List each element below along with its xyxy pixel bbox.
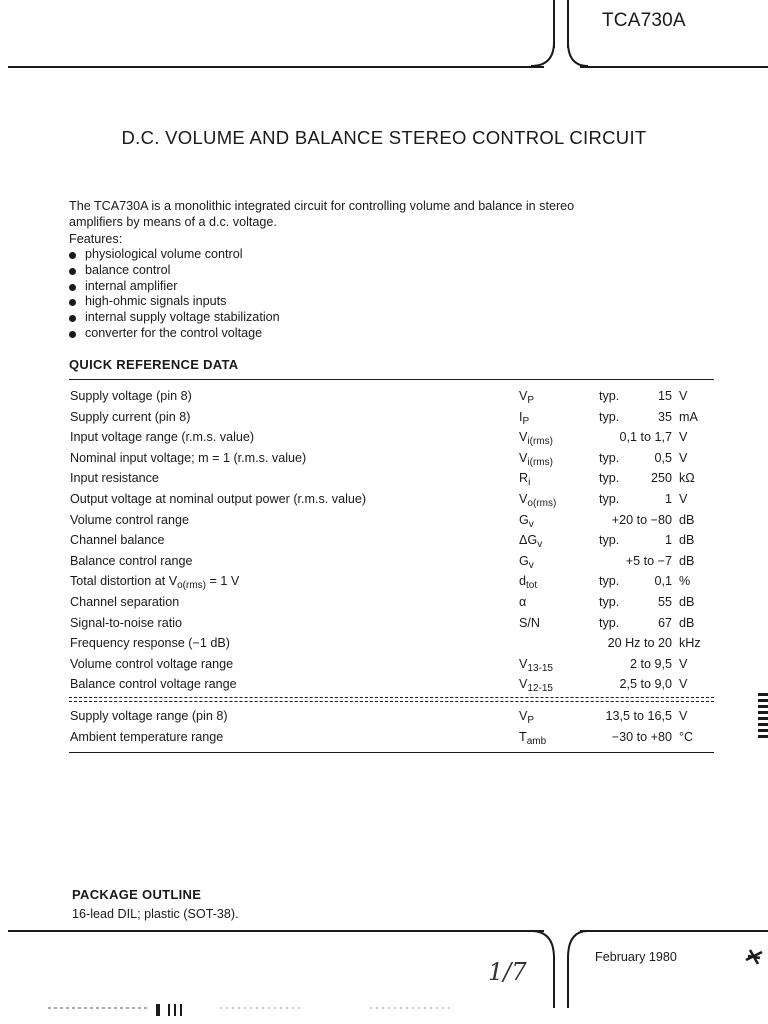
unit: kHz	[679, 636, 701, 651]
param-name: Channel separation	[70, 595, 180, 609]
features-label: Features:	[69, 232, 123, 246]
value: 0,1	[654, 574, 672, 589]
param-name: Supply voltage (pin 8)	[70, 389, 192, 403]
symbol: $V_{i(rms)}$	[519, 430, 553, 448]
table-row	[0, 389, 768, 409]
value: 20 Hz to 20	[607, 636, 672, 651]
condition: typ.	[599, 409, 620, 424]
param-name: Supply current (pin 8)	[70, 409, 191, 424]
symbol: $R_i$	[519, 471, 531, 489]
value: 15	[657, 389, 672, 403]
param-name: Signal-to-noise ratio	[70, 615, 183, 630]
symbol: $G_v$	[519, 553, 534, 571]
symbol-subscript: i(rms)	[527, 436, 553, 448]
param-name: Balance control voltage range	[70, 677, 237, 692]
param-name: Balance control range	[70, 553, 193, 568]
unit: dB	[679, 512, 695, 527]
value: 0,1 to 1,7	[619, 430, 672, 445]
table-row	[0, 677, 768, 697]
table-row	[0, 410, 768, 430]
value: 1	[664, 533, 672, 548]
unit: mA	[679, 409, 698, 424]
symbol: S/N	[519, 615, 540, 630]
header-curve	[530, 40, 590, 70]
issue-date: February 1980	[595, 950, 677, 964]
symbol-subscript: 12-15	[527, 683, 553, 695]
footer-rule	[8, 930, 544, 932]
symbol: α	[519, 595, 527, 609]
table-row	[0, 574, 768, 594]
package-outline-text: 16-lead DIL; plastic (SOT-38).	[72, 907, 239, 921]
param-name: Frequency response (−1 dB)	[70, 636, 230, 651]
table-row	[0, 451, 768, 471]
scan-mark-icon	[744, 946, 764, 966]
table-row	[0, 533, 768, 553]
unit: V	[679, 677, 688, 692]
symbol-subscript: i(rms)	[527, 456, 553, 468]
table-row	[0, 616, 768, 636]
value: 250	[650, 471, 672, 486]
symbol: $V_{12-15}$	[519, 677, 553, 695]
table-top-rule	[69, 379, 714, 380]
value: 35	[657, 409, 672, 424]
value: 67	[657, 615, 672, 630]
param-name: Ambient temperature range	[70, 730, 224, 744]
symbol: $T_{amb}$	[519, 730, 547, 747]
page-title: D.C. VOLUME AND BALANCE STEREO CONTROL CIRCUIT	[121, 127, 647, 148]
symbol-subscript: P	[527, 715, 535, 726]
symbol: $V_{i(rms)}$	[519, 450, 553, 468]
unit: V	[679, 389, 688, 403]
param-name: Volume control range	[70, 512, 190, 527]
footer-curve	[530, 930, 590, 960]
condition: typ.	[599, 533, 620, 548]
symbol: $V_P$	[519, 709, 535, 726]
symbol-subscript: P	[522, 415, 530, 427]
table-row	[0, 730, 768, 750]
header-rule	[8, 66, 544, 68]
feature-item: internal amplifier	[69, 279, 280, 295]
table-row	[0, 554, 768, 574]
footer-divider-right	[567, 956, 569, 1008]
intro-line: The TCA730A is a monolithic integrated circuit for controlling volume and balance in stereo	[69, 199, 575, 213]
value: −30 to +80	[611, 730, 672, 744]
scan-artifact-bar	[40, 1002, 460, 1020]
condition: typ.	[599, 471, 620, 486]
table-row	[0, 492, 768, 512]
unit: kΩ	[679, 471, 695, 486]
symbol: $d_{tot}$	[519, 574, 538, 592]
symbol: $\Delta G_v$	[519, 533, 543, 551]
intro-text	[69, 198, 669, 230]
unit: V	[679, 709, 688, 723]
footer-rule-right	[580, 930, 768, 932]
table-bottom-rule	[69, 752, 714, 753]
symbol-subscript: amb	[526, 736, 547, 747]
condition: typ.	[599, 574, 620, 589]
condition: typ.	[599, 389, 620, 403]
param-subscript: o(rms)	[177, 580, 206, 592]
unit: dB	[679, 553, 695, 568]
symbol: $V_P$	[519, 389, 535, 406]
unit: dB	[679, 533, 695, 548]
footer-divider-left	[553, 956, 555, 1008]
table-row	[0, 709, 768, 729]
symbol-subscript: v	[528, 559, 534, 571]
table-row	[0, 657, 768, 677]
symbol: $I_P$	[519, 409, 530, 427]
symbol-subscript: P	[527, 395, 535, 406]
symbol: $V_{o(rms)}$	[519, 492, 557, 509]
value: 1	[664, 492, 672, 506]
param-name: Input voltage range (r.m.s. value)	[70, 430, 255, 445]
unit: °C	[679, 730, 694, 744]
unit: V	[679, 492, 688, 506]
value: 55	[657, 595, 672, 609]
value: 2 to 9,5	[629, 656, 672, 671]
package-outline-title: PACKAGE OUTLINE	[72, 887, 202, 902]
condition: typ.	[599, 615, 620, 630]
feature-item: balance control	[69, 263, 280, 279]
symbol-subscript: v	[528, 518, 534, 530]
features-list	[69, 247, 280, 342]
table-dashed-rule	[69, 701, 714, 702]
value: 13,5 to 16,5	[605, 709, 672, 723]
table-row	[0, 471, 768, 491]
feature-item: high-ohmic signals inputs	[69, 294, 280, 310]
symbol: $V_{13-15}$	[519, 656, 553, 674]
feature-item: physiological volume control	[69, 247, 280, 263]
part-number: TCA730A	[602, 10, 686, 31]
unit: V	[679, 656, 688, 671]
unit: dB	[679, 615, 695, 630]
handwritten-page-note: 1/7	[488, 958, 527, 986]
condition: typ.	[599, 492, 620, 506]
param-name: Volume control voltage range	[70, 656, 234, 671]
value: 0,5	[654, 450, 672, 465]
symbol-subscript: o(rms)	[527, 498, 557, 509]
symbol: $G_v$	[519, 512, 534, 530]
table-row	[0, 595, 768, 615]
side-edge-marks	[758, 693, 768, 741]
intro-line: amplifiers by means of a d.c. voltage.	[69, 215, 277, 229]
quick-reference-title: QUICK REFERENCE DATA	[69, 357, 239, 372]
unit: dB	[679, 595, 695, 609]
table-dashed-rule	[69, 697, 714, 698]
symbol-subscript: v	[537, 539, 543, 551]
symbol-subscript: 13-15	[527, 662, 553, 674]
table-row	[0, 636, 768, 656]
condition: typ.	[599, 450, 620, 465]
header-rule-right	[580, 66, 768, 68]
table-row	[0, 513, 768, 533]
symbol-subscript: i	[528, 477, 531, 489]
param-name: Supply voltage range (pin 8)	[70, 709, 228, 723]
param-name: Input resistance	[70, 471, 159, 486]
table-row	[0, 430, 768, 450]
value: +5 to −7	[625, 553, 672, 568]
unit: %	[679, 574, 691, 589]
param-name: Total distortion at $V_{o(rms)} = 1$ V	[70, 574, 240, 592]
param-name: Nominal input voltage; m = 1 (r.m.s. value)	[70, 450, 307, 465]
symbol-subscript: tot	[526, 580, 538, 592]
feature-item: converter for the control voltage	[69, 326, 280, 342]
value: 2,5 to 9,0	[619, 677, 672, 692]
unit: V	[679, 450, 688, 465]
condition: typ.	[599, 595, 620, 609]
param-name: Output voltage at nominal output power (r.m.s. value)	[70, 492, 367, 506]
unit: V	[679, 430, 688, 445]
param-name: Channel balance	[70, 533, 165, 548]
feature-item: internal supply voltage stabilization	[69, 310, 280, 326]
value: +20 to −80	[611, 512, 672, 527]
